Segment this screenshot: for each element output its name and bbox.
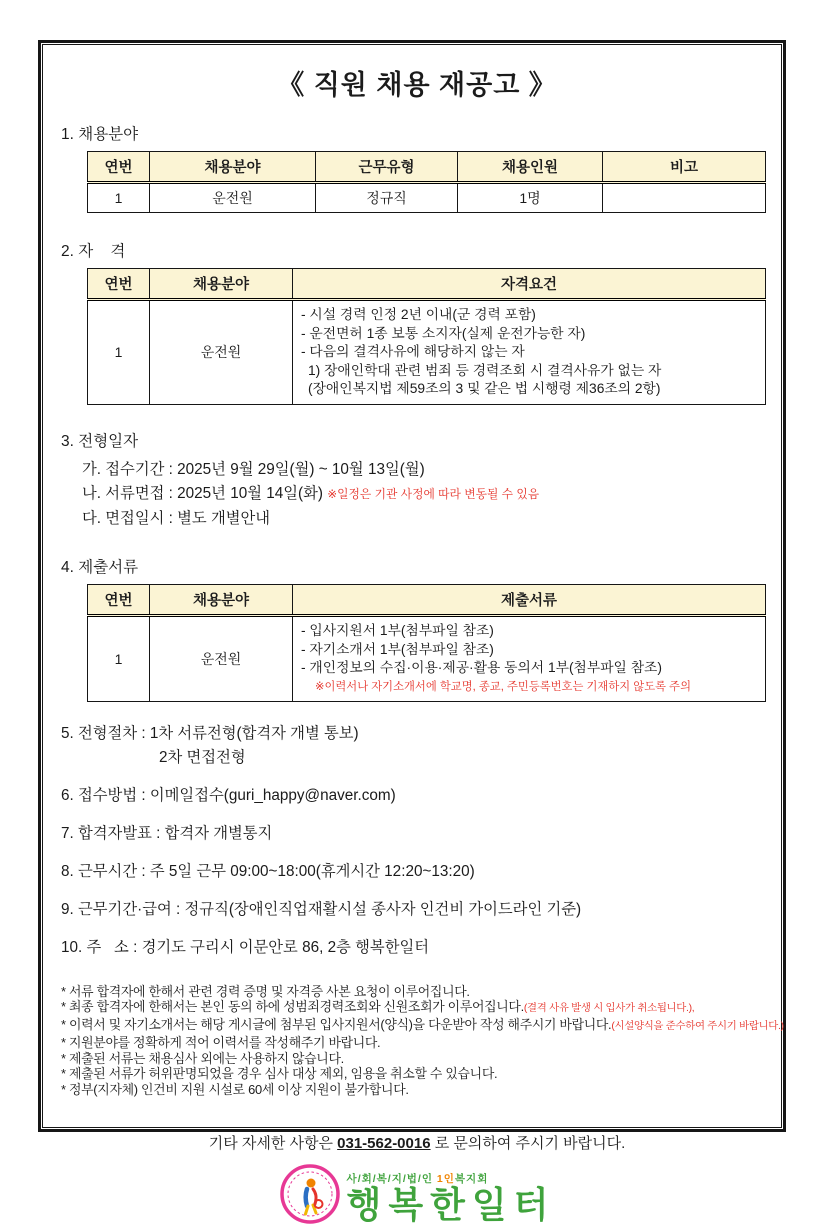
- note-line: * 정부(지자체) 인건비 지원 시설로 60세 이상 지원이 불가합니다.: [61, 1082, 409, 1098]
- table-row: [88, 300, 766, 405]
- section-recruitment-field: [61, 122, 773, 213]
- contact-phone: 031-562-0016: [337, 1135, 431, 1153]
- note-line: * 제출된 서류가 허위판명되었을 경우 심사 대상 제외, 임용을 취소할 수 있습니다.: [61, 1066, 498, 1082]
- table-header-row: [88, 152, 766, 183]
- section-10-line: 10. 주 소 : 경기도 구리시 이문안로 86, 2층 행복한일터: [61, 938, 430, 956]
- spacer: [61, 531, 773, 555]
- page-title: 《 직원 채용 재공고 》: [277, 70, 557, 100]
- page-frame: [38, 40, 786, 1225]
- requirement-line: (장애인복지법 제59조의 3 및 같은 법 시행령 제36조의 2항): [308, 381, 661, 396]
- cell-field: 운전원: [150, 616, 293, 702]
- note-line: * 서류 합격자에 한해서 관련 경력 증명 및 자격증 사본 요청이 이루어집니다.: [61, 983, 470, 999]
- cell-field: 운전원: [150, 183, 316, 213]
- spacer: [61, 702, 773, 722]
- note-line: * 제출된 서류는 채용심사 외에는 사용하지 않습니다.: [61, 1050, 344, 1066]
- spacer: [61, 405, 773, 429]
- schedule-line-c: 다. 면접일시 : 별도 개별안내: [82, 509, 271, 527]
- note-text: * 이력서 및 자기소개서는 해당 게시글에 첨부된 입사지원서(양식)을 다운받아 작성 해주시기 바랍니다.: [61, 1017, 612, 1033]
- schedule-line-b-text: 나. 서류면접 : 2025년 10월 14일(화): [82, 485, 328, 502]
- cell-no: 1: [88, 300, 150, 405]
- logo-accent-text: 1인: [436, 1172, 455, 1185]
- logo-corp-text: 사/회/복/지/법/인: [346, 1172, 437, 1185]
- happy-worker-emblem-icon: [279, 1163, 341, 1230]
- section-5-line-2: 2차 면접전형: [159, 748, 246, 766]
- document-line: - 입사지원서 1부(첨부파일 참조): [301, 623, 494, 638]
- contact-prefix: 기타 자세한 사항은: [208, 1135, 338, 1153]
- section-qualification: [61, 239, 773, 405]
- document-line: - 개인정보의 수집·이용·제공·활용 동의서 1부(첨부파일 참조): [301, 660, 662, 675]
- note-red-text: (시설양식을 준수하여 주시기 바랍니다.): [611, 1021, 784, 1033]
- note-line: * 지원분야를 정확하게 적어 이력서를 작성해주기 바랍니다.: [61, 1034, 381, 1050]
- section-5-line-1: 5. 전형절차 : 1차 서류전형(합격자 개별 통보): [61, 724, 359, 742]
- col-header-type: 근무유형: [316, 152, 458, 183]
- section-3-heading: 3. 전형일자: [61, 432, 139, 450]
- cell-type: 정규직: [316, 183, 458, 213]
- cell-requirements: [293, 300, 766, 405]
- table-header-row: [88, 269, 766, 300]
- note-line: [61, 1017, 784, 1035]
- section-6-line: 6. 접수방법 : 이메일접수(guri_happy@naver.com): [61, 786, 396, 804]
- requirement-line: 1) 장애인학대 관련 범죄 등 경력조회 시 결격사유가 없는 자: [308, 362, 662, 378]
- contact-suffix: 로 문의하여 주시기 바랍니다.: [430, 1135, 626, 1153]
- col-header-no: 연번: [88, 269, 150, 300]
- col-header-field: 채용분야: [150, 585, 293, 616]
- logo-text-block: [347, 1171, 556, 1223]
- documents-table: [87, 584, 766, 702]
- requirement-line: - 시설 경력 인정 2년 이내(군 경력 포함): [301, 307, 536, 322]
- section-1-heading: 1. 채용분야: [61, 126, 139, 143]
- col-header-no: 연번: [88, 585, 150, 616]
- col-header-field: 채용분야: [150, 152, 316, 183]
- note-red-text: (결격 사유 발생 시 입사가 취소됩니다.),: [523, 1003, 695, 1015]
- section-2-heading: 2. 자 격: [61, 243, 126, 260]
- note-line: [61, 999, 773, 1017]
- section-8-line: 8. 근무시간 : 주 5일 근무 09:00~18:00(휴게시간 12:20~13:20): [61, 862, 475, 880]
- schedule-line-a: 가. 접수기간 : 2025년 9월 29일(월) ~ 10월 13일(월): [82, 460, 425, 478]
- section-schedule: [61, 429, 773, 532]
- logo-welfare-text: 복지회: [454, 1172, 489, 1185]
- logo-organization-name: 행복한일터: [346, 1183, 556, 1225]
- section-4-heading: 4. 제출서류: [61, 559, 139, 576]
- col-header-no: 연번: [88, 152, 150, 183]
- cell-note: [603, 183, 766, 213]
- table-header-row: [88, 585, 766, 616]
- section-9-line: 9. 근무기간·급여 : 정규직(장애인직업재활시설 종사자 인건비 가이드라인 기준): [61, 900, 582, 918]
- col-header-requirements: 자격요건: [293, 269, 766, 300]
- qualification-table: [87, 268, 766, 405]
- cell-no: 1: [88, 616, 150, 702]
- requirement-line: - 운전면허 1종 보통 소지자(실제 운전가능한 자): [301, 325, 586, 341]
- section-documents: [61, 555, 773, 702]
- page-content: [42, 44, 784, 1225]
- col-header-field: 채용분야: [150, 269, 293, 300]
- cell-count: 1명: [458, 183, 603, 213]
- schedule-line-b: [82, 482, 773, 507]
- section-7-line: 7. 합격자발표 : 합격자 개별통지: [61, 824, 273, 842]
- col-header-documents: 제출서류: [293, 585, 766, 616]
- recruitment-table: [87, 151, 766, 213]
- col-header-note: 비고: [603, 152, 766, 183]
- cell-no: 1: [88, 183, 150, 213]
- table-row: [88, 183, 766, 213]
- document-line: - 자기소개서 1부(첨부파일 참조): [301, 641, 494, 657]
- table-row: [88, 616, 766, 702]
- schedule-change-note: ※일정은 기관 사정에 따라 변동될 수 있음: [327, 487, 540, 501]
- col-header-count: 채용인원: [458, 152, 603, 183]
- spacer: [61, 213, 773, 239]
- notes-block: [61, 983, 784, 1099]
- organization-logo: [61, 1163, 773, 1230]
- documents-caution-note: ※이력서나 자기소개서에 학교명, 종교, 주민등록번호는 기재하지 않도록 주의: [315, 680, 692, 693]
- cell-documents: [293, 616, 766, 702]
- requirement-line: - 다음의 결격사유에 해당하지 않는 자: [301, 344, 525, 359]
- cell-field: 운전원: [150, 300, 293, 405]
- note-text: * 최종 합격자에 한해서는 본인 동의 하에 성범죄경력조회와 신원조회가 이루어집니다.: [61, 999, 524, 1015]
- contact-line: [61, 1132, 773, 1153]
